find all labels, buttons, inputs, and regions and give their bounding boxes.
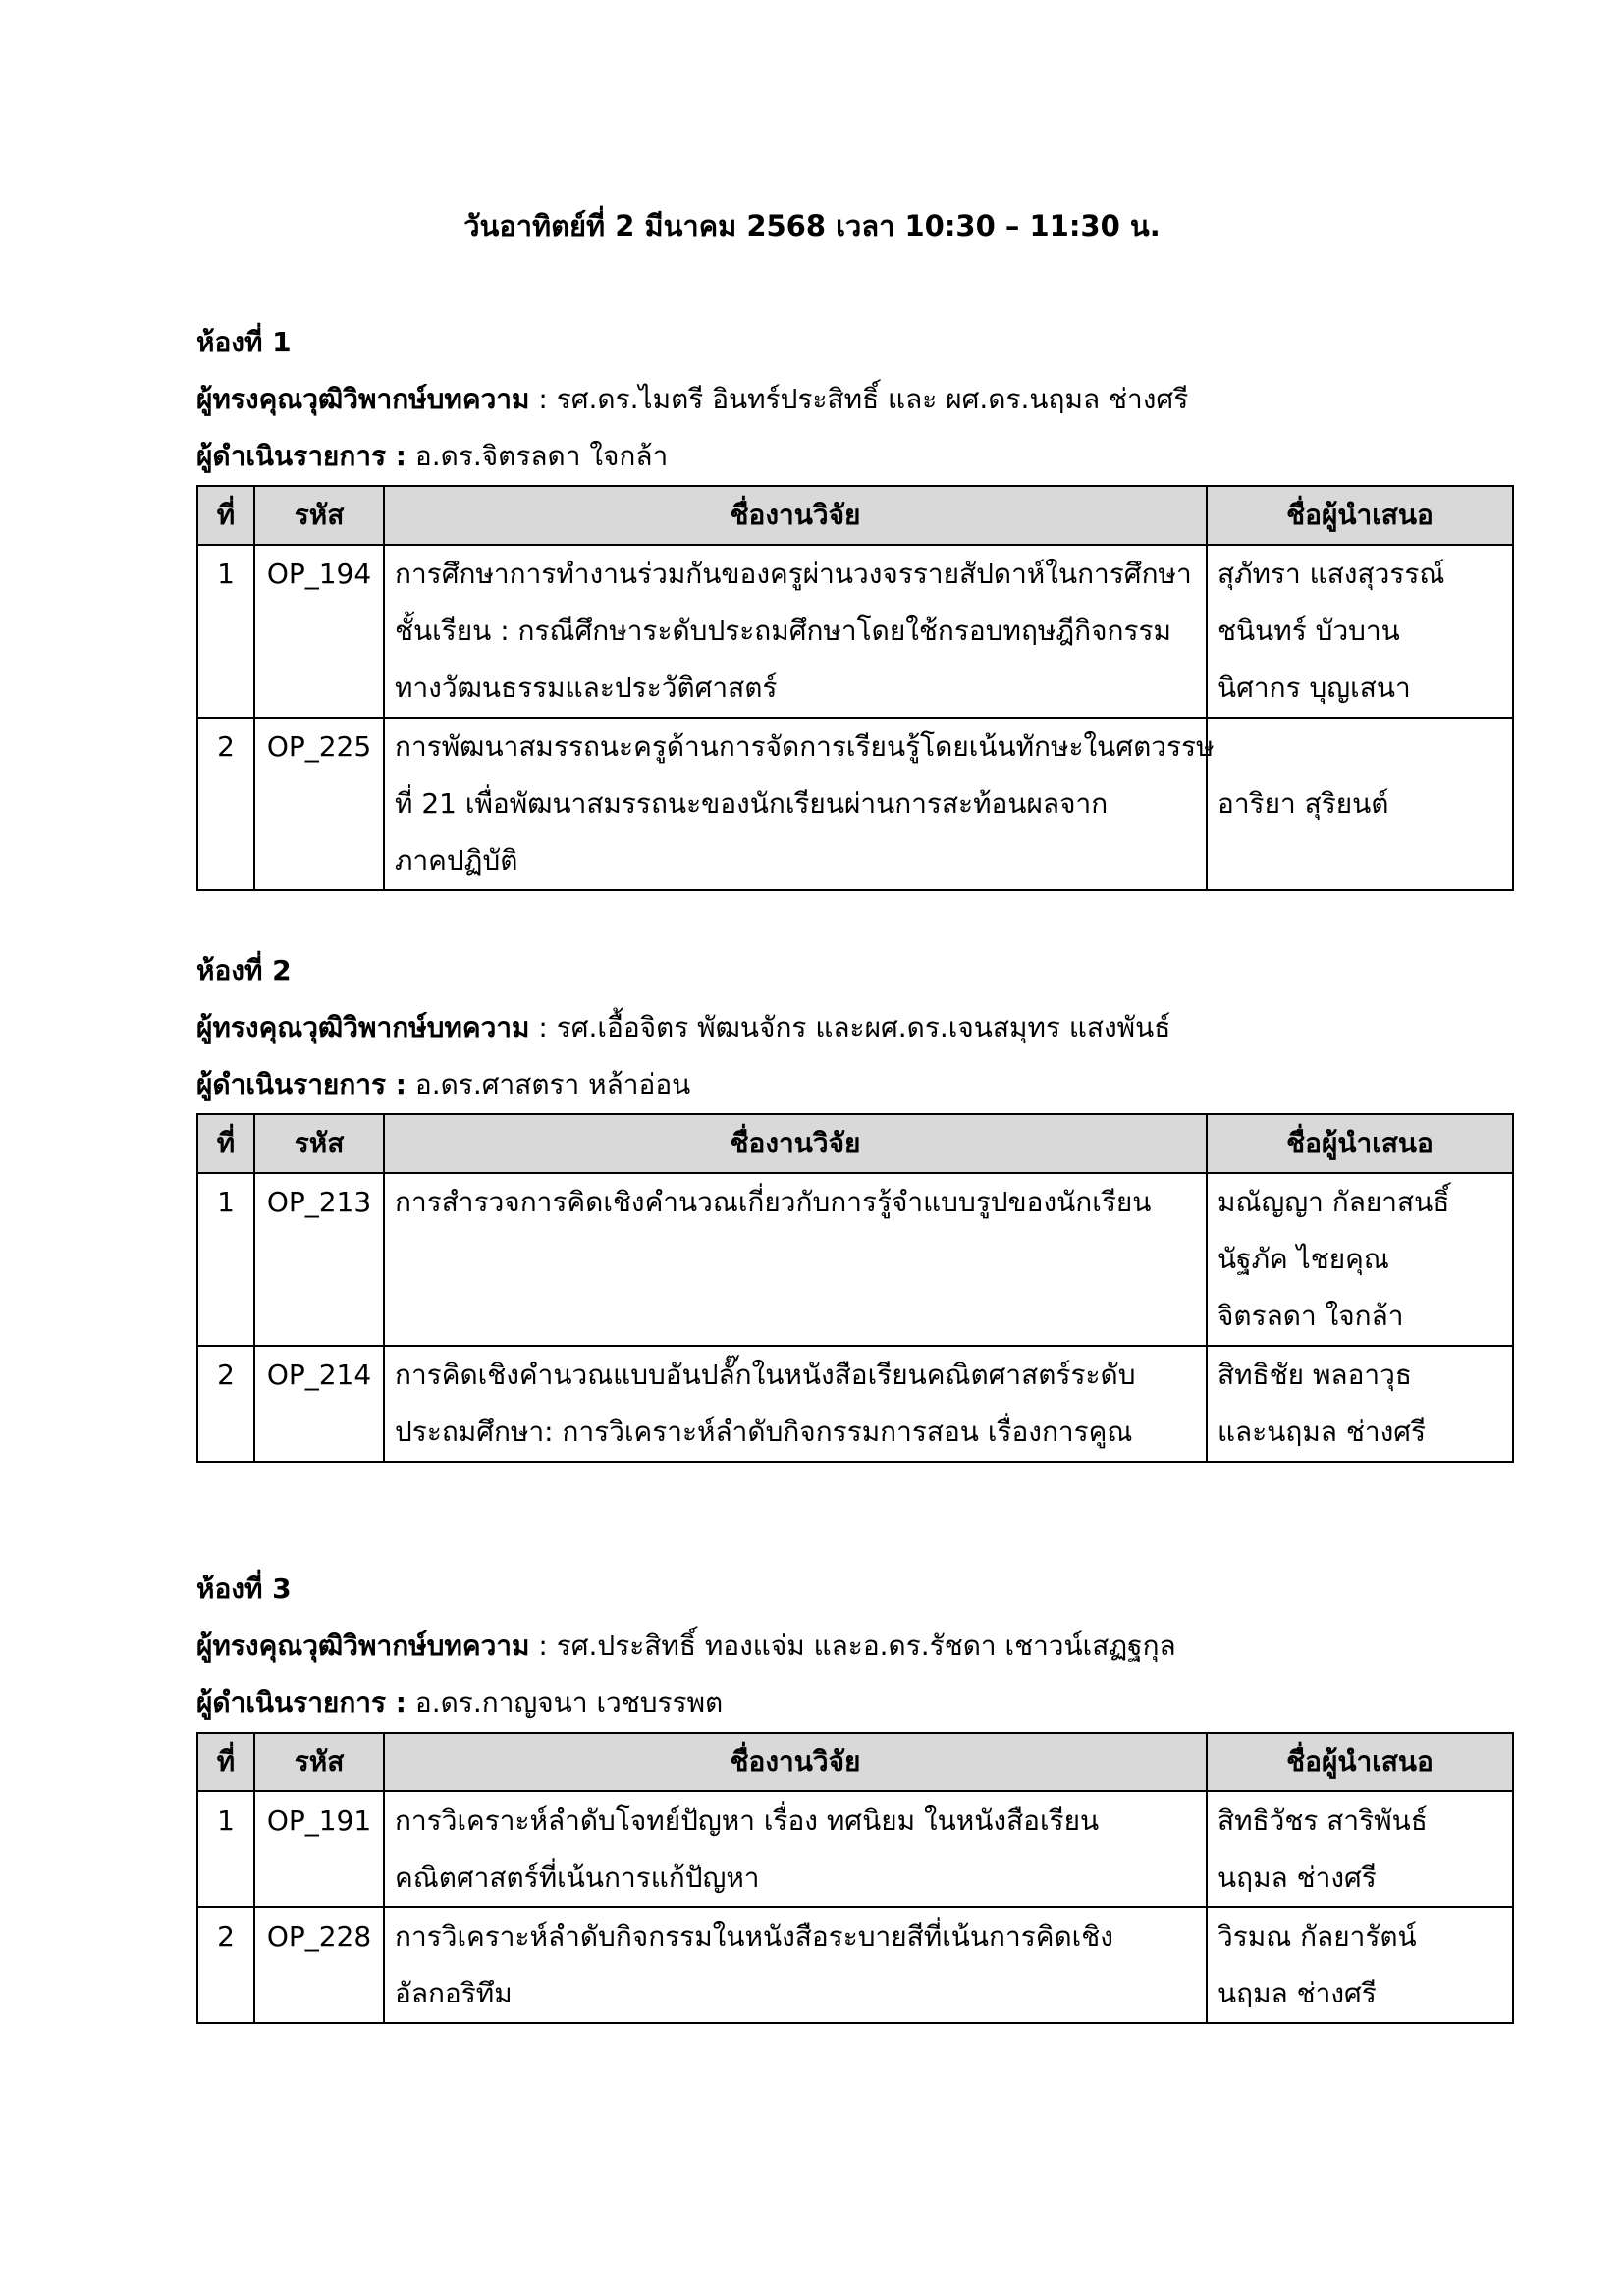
moderator-name: อ.ดร.ศาสตรา หล้าอ่อน bbox=[414, 1068, 691, 1100]
research-title-line: การคิดเชิงคำนวณแบบอันปลั๊กในหนังสือเรียนคณิตศาสตร์ระดับ bbox=[395, 1359, 1136, 1391]
page-title: วันอาทิตย์ที่ 2 มีนาคม 2568 เวลา 10:30 – 11:30 น. bbox=[463, 209, 1161, 242]
header-code: รหัส bbox=[254, 1733, 384, 1791]
research-title-line: การวิเคราะห์ลำดับโจทย์ปัญหา เรื่อง ทศนิยม ในหนังสือเรียน bbox=[395, 1804, 1100, 1837]
schedule-table bbox=[196, 1732, 1514, 2024]
research-title-line: ประถมศึกษา: การวิเคราะห์ลำดับกิจกรรมการสอน เรื่องการคูณ bbox=[395, 1415, 1133, 1448]
moderator-label: ผู้ดำเนินรายการ : bbox=[196, 440, 406, 472]
table-header-row bbox=[197, 1733, 1513, 1791]
cell-code: OP_225 bbox=[254, 718, 384, 890]
cell-code: OP_213 bbox=[254, 1173, 384, 1346]
cell-no: 1 bbox=[197, 545, 254, 718]
cell-presenters bbox=[1207, 1791, 1513, 1907]
cell-research-title bbox=[384, 545, 1207, 718]
header-no: ที่ bbox=[197, 486, 254, 545]
reviewers-line bbox=[196, 1618, 1512, 1675]
moderator-separator bbox=[406, 1686, 415, 1719]
header-research-title: ชื่องานวิจัย bbox=[384, 486, 1207, 545]
cell-no: 1 bbox=[197, 1791, 254, 1907]
header-code: รหัส bbox=[254, 1114, 384, 1173]
reviewers-separator: : bbox=[529, 1011, 557, 1043]
header-research-title: ชื่องานวิจัย bbox=[384, 1733, 1207, 1791]
cell-no: 2 bbox=[197, 1907, 254, 2023]
cell-research-title bbox=[384, 1907, 1207, 2023]
table-header-row bbox=[197, 486, 1513, 545]
room-section-3 bbox=[196, 1561, 1512, 2024]
moderator-separator bbox=[406, 1068, 415, 1100]
reviewers-line bbox=[196, 999, 1512, 1056]
cell-presenters bbox=[1207, 545, 1513, 718]
moderator-name: อ.ดร.กาญจนา เวชบรรพต bbox=[414, 1686, 724, 1719]
cell-code: OP_194 bbox=[254, 545, 384, 718]
presenter-name: วิรมณ กัลยารัตน์ bbox=[1218, 1920, 1417, 1952]
moderator-line bbox=[196, 1675, 1512, 1732]
moderator-line bbox=[196, 428, 1512, 485]
presenter-name: และนฤมล ช่างศรี bbox=[1218, 1415, 1427, 1448]
cell-no: 2 bbox=[197, 718, 254, 890]
cell-presenters bbox=[1207, 718, 1513, 890]
research-title-line: คณิตศาสตร์ที่เน้นการแก้ปัญหา bbox=[395, 1861, 760, 1894]
table-row bbox=[197, 718, 1513, 890]
moderator-name: อ.ดร.จิตรลดา ใจกล้า bbox=[414, 440, 669, 472]
table-row bbox=[197, 1791, 1513, 1907]
cell-presenters bbox=[1207, 1907, 1513, 2023]
research-title-line: ภาคปฏิบัติ bbox=[395, 844, 518, 877]
presenter-name: มณัญญา กัลยาสนธิ์ bbox=[1218, 1186, 1450, 1218]
room-heading: ห้องที่ 2 bbox=[196, 954, 292, 987]
research-title-line: การวิเคราะห์ลำดับกิจกรรมในหนังสือระบายสีที่เน้นการคิดเชิง bbox=[395, 1920, 1113, 1952]
table-row bbox=[197, 1346, 1513, 1462]
header-research-title: ชื่องานวิจัย bbox=[384, 1114, 1207, 1173]
moderator-line bbox=[196, 1056, 1512, 1113]
research-title-line: ชั้นเรียน : กรณีศึกษาระดับประถมศึกษาโดยใช้กรอบทฤษฎีกิจกรรม bbox=[395, 614, 1172, 647]
reviewers-label: ผู้ทรงคุณวุฒิวิพากษ์บทความ bbox=[196, 1629, 530, 1662]
research-title-line: ที่ 21 เพื่อพัฒนาสมรรถนะของนักเรียนผ่านการสะท้อนผลจาก bbox=[395, 787, 1109, 820]
cell-research-title bbox=[384, 718, 1215, 890]
presenter-name: นฤมล ช่างศรี bbox=[1218, 1861, 1377, 1894]
table-header-row bbox=[197, 1114, 1513, 1173]
cell-code: OP_228 bbox=[254, 1907, 384, 2023]
moderator-label: ผู้ดำเนินรายการ : bbox=[196, 1686, 406, 1719]
reviewers-line bbox=[196, 371, 1512, 428]
moderator-separator bbox=[406, 440, 415, 472]
cell-no: 1 bbox=[197, 1173, 254, 1346]
header-presenter: ชื่อผู้นำเสนอ bbox=[1207, 486, 1513, 545]
research-title-line: อัลกอริทึม bbox=[395, 1977, 513, 2009]
research-title-line: ทางวัฒนธรรมและประวัติศาสตร์ bbox=[395, 671, 778, 704]
header-no: ที่ bbox=[197, 1733, 254, 1791]
table-row bbox=[197, 1173, 1513, 1346]
presenter-name: จิตรลดา ใจกล้า bbox=[1218, 1300, 1404, 1332]
table-row bbox=[197, 545, 1513, 718]
table-row bbox=[197, 1907, 1513, 2023]
reviewers-names: รศ.ประสิทธิ์ ทองแจ่ม และอ.ดร.รัชดา เชาวน์เสฏฐกุล bbox=[556, 1629, 1176, 1662]
presenter-name: นฤมล ช่างศรี bbox=[1218, 1977, 1377, 2009]
schedule-table bbox=[196, 1113, 1514, 1463]
cell-presenters bbox=[1207, 1346, 1513, 1462]
room-heading: ห้องที่ 3 bbox=[196, 1573, 292, 1605]
cell-no: 2 bbox=[197, 1346, 254, 1462]
reviewers-separator: : bbox=[529, 383, 557, 415]
cell-research-title bbox=[384, 1173, 1207, 1346]
cell-code: OP_191 bbox=[254, 1791, 384, 1907]
schedule-table bbox=[196, 485, 1514, 891]
reviewers-names: รศ.ดร.ไมตรี อินทร์ประสิทธิ์ และ ผศ.ดร.นฤมล ช่างศรี bbox=[556, 383, 1189, 415]
presenter-name: ชนินทร์ บัวบาน bbox=[1218, 614, 1400, 647]
presenter-name: นัฐภัค ไชยคุณ bbox=[1218, 1243, 1389, 1275]
presenter-name: นิศากร บุญเสนา bbox=[1218, 671, 1411, 704]
reviewers-label: ผู้ทรงคุณวุฒิวิพากษ์บทความ bbox=[196, 383, 530, 415]
room-heading: ห้องที่ 1 bbox=[196, 326, 292, 358]
cell-code: OP_214 bbox=[254, 1346, 384, 1462]
cell-presenters bbox=[1207, 1173, 1513, 1346]
header-no: ที่ bbox=[197, 1114, 254, 1173]
presenter-name: อาริยา สุริยนต์ bbox=[1218, 787, 1389, 820]
header-presenter: ชื่อผู้นำเสนอ bbox=[1207, 1733, 1513, 1791]
research-title-line: การพัฒนาสมรรถนะครูด้านการจัดการเรียนรู้โดยเน้นทักษะในศตวรรษ bbox=[395, 730, 1215, 763]
presenter-name: สิทธิชัย พลอาวุธ bbox=[1218, 1359, 1412, 1391]
room-section-2 bbox=[196, 942, 1512, 1463]
cell-research-title bbox=[384, 1791, 1207, 1907]
reviewers-names: รศ.เอื้อจิตร พัฒนจักร และผศ.ดร.เจนสมุทร แสงพันธ์ bbox=[556, 1011, 1171, 1043]
moderator-label: ผู้ดำเนินรายการ : bbox=[196, 1068, 406, 1100]
presenter-name: สิทธิวัชร สาริพันธ์ bbox=[1218, 1804, 1428, 1837]
reviewers-separator: : bbox=[529, 1629, 557, 1662]
reviewers-label: ผู้ทรงคุณวุฒิวิพากษ์บทความ bbox=[196, 1011, 530, 1043]
cell-research-title bbox=[384, 1346, 1207, 1462]
room-section-1 bbox=[196, 314, 1512, 891]
research-title-line: การศึกษาการทำงานร่วมกันของครูผ่านวงจรรายสัปดาห์ในการศึกษา bbox=[395, 558, 1192, 590]
header-code: รหัส bbox=[254, 486, 384, 545]
header-presenter: ชื่อผู้นำเสนอ bbox=[1207, 1114, 1513, 1173]
presenter-name: สุภัทรา แสงสุวรรณ์ bbox=[1218, 558, 1445, 590]
research-title-line: การสำรวจการคิดเชิงคำนวณเกี่ยวกับการรู้จำแบบรูปของนักเรียน bbox=[395, 1186, 1152, 1218]
